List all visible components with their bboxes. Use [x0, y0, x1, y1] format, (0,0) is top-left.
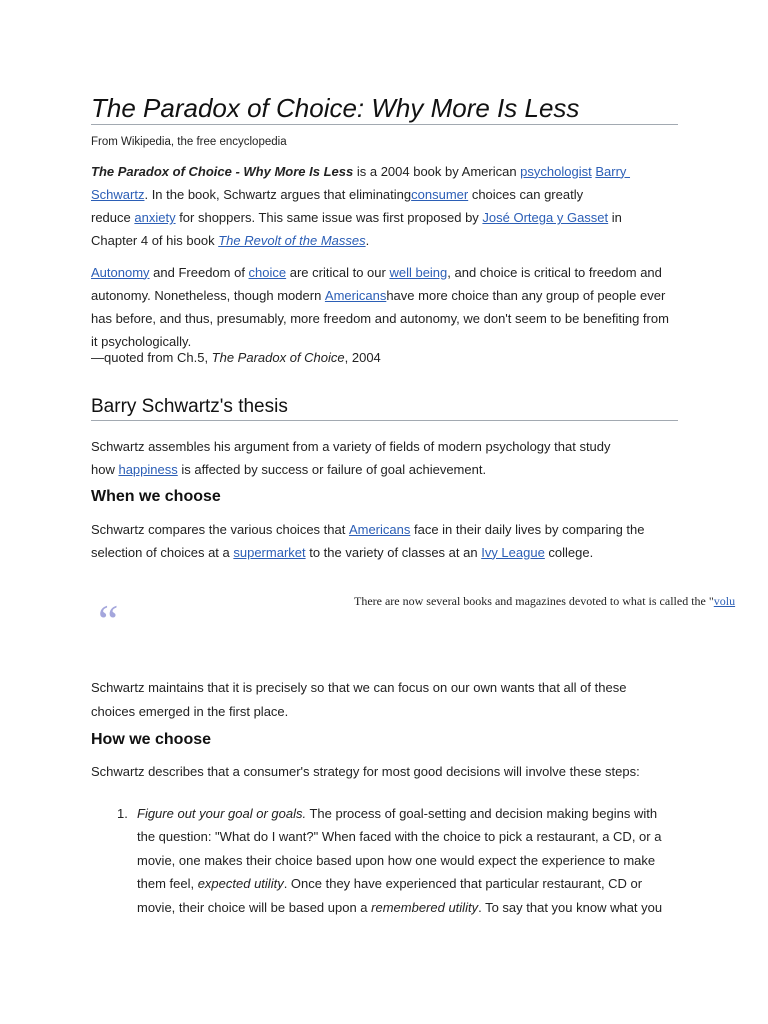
section-heading-thesis: Barry Schwartz's thesis — [91, 396, 288, 417]
when-text: college. — [544, 544, 594, 560]
after-line — [91, 700, 626, 724]
when-line — [91, 519, 645, 542]
quote-text: and Freedom of — [149, 264, 249, 280]
step-text: . Once they have experienced that particular restaurant, CD or — [283, 876, 643, 891]
intro-text: . — [365, 233, 370, 249]
intro-text: choices can greatly — [468, 186, 584, 202]
step-title: Figure out your goal or goals. — [137, 805, 307, 821]
quote-text: autonomy. Nonetheless, though modern — [91, 287, 325, 303]
step-text: movie, one makes their choice based upon how one would expect the experience to make — [137, 852, 656, 868]
quote-line — [91, 307, 669, 330]
after-text: Schwartz maintains that it is precisely so that we can focus on our own wants that all of these — [91, 680, 627, 695]
blockquote-text — [354, 593, 768, 609]
link-voluntary[interactable]: volu — [713, 594, 736, 608]
attribution-text: , 2004 — [344, 350, 381, 365]
how-we-choose-paragraph — [91, 760, 640, 784]
when-line — [91, 542, 645, 565]
how-line — [91, 760, 640, 784]
when-text: face in their daily lives by comparing the — [410, 522, 645, 537]
after-quote-paragraph — [91, 676, 626, 724]
link-revolt-of-the-masses[interactable]: The Revolt of the Masses — [218, 233, 366, 249]
link-ivy-league[interactable]: Ivy League — [481, 544, 545, 560]
step-text: . To say that you know what you — [478, 899, 663, 915]
intro-text: for shoppers. This same issue was first proposed by — [175, 210, 483, 226]
step-line — [137, 872, 662, 896]
link-well-being[interactable]: well being — [389, 264, 448, 280]
blockquote-line — [354, 593, 768, 609]
thesis-text: is affected by success or failure of goal achievement. — [177, 461, 487, 477]
quote-text: are critical to our — [286, 264, 390, 280]
when-we-choose-paragraph — [91, 519, 645, 564]
subsection-heading-when-we-choose: When we choose — [91, 488, 221, 505]
site-tagline: From Wikipedia, the free encyclopedia — [91, 136, 287, 148]
quote-line — [91, 284, 669, 307]
page-title: The Paradox of Choice: Why More Is Less — [91, 93, 580, 123]
link-happiness[interactable]: happiness — [118, 461, 178, 477]
title-divider — [91, 124, 678, 125]
open-quote-icon: “ — [98, 595, 119, 646]
link-consumer[interactable]: consumer — [411, 186, 469, 202]
section-divider — [91, 420, 678, 421]
attribution-book-title: The Paradox of Choice — [211, 350, 345, 365]
intro-text: in — [608, 210, 622, 226]
how-text: Schwartz describes that a consumer's strategy for most good decisions will involve these steps: — [91, 764, 640, 779]
intro-text: . In the book, Schwartz argues that eliminating — [144, 186, 412, 202]
intro-line — [91, 183, 630, 206]
intro-line — [91, 206, 630, 229]
book-title-bold: The Paradox of Choice - Why More Is Less — [91, 163, 354, 179]
after-text: choices emerged in the first place. — [91, 704, 289, 719]
intro-paragraph — [91, 160, 630, 253]
step-line — [137, 825, 662, 849]
thesis-line — [91, 435, 611, 458]
attribution-text: —quoted from Ch.5, — [91, 350, 212, 365]
list-item-number: 1. — [117, 805, 128, 821]
when-text: to the variety of classes at an — [305, 544, 482, 560]
step-text: The process of goal-setting and decision making begins with — [306, 805, 658, 821]
thesis-text: Schwartz assembles his argument from a variety of fields of modern psychology that study — [91, 438, 611, 454]
link-americans[interactable]: Americans — [324, 287, 387, 303]
step-text: them feel, — [137, 876, 198, 891]
quote-attribution — [91, 350, 381, 366]
link-barry-schwartz[interactable]: Schwartz — [91, 186, 145, 202]
link-choice[interactable]: choice — [248, 264, 287, 280]
thesis-paragraph — [91, 435, 611, 481]
step-text: movie, their choice will be based upon a — [137, 899, 372, 915]
step-term-expected-utility: expected utility — [197, 876, 284, 891]
link-psychologist[interactable]: psychologist — [520, 163, 592, 179]
step-term-remembered-utility: remembered utility — [371, 899, 479, 915]
intro-text: reduce — [91, 210, 135, 226]
when-text: Schwartz compares the various choices that — [91, 522, 349, 537]
intro-line — [91, 160, 630, 183]
thesis-text: how — [91, 461, 119, 477]
subsection-heading-how-we-choose: How we choose — [91, 731, 212, 748]
link-americans[interactable]: Americans — [348, 522, 411, 537]
link-supermarket[interactable]: supermarket — [233, 544, 306, 560]
quote-text: have more choice than any group of people ever — [386, 287, 666, 303]
step-line — [137, 896, 662, 920]
step-text: the question: "What do I want?" When faced with the choice to pick a restaurant, a CD, or a — [137, 829, 662, 844]
step-line — [137, 849, 662, 873]
quote-text: , and choice is critical to freedom and — [447, 264, 662, 280]
autonomy-quote-paragraph — [91, 261, 669, 354]
link-jose-ortega-y-gasset[interactable]: José Ortega y Gasset — [482, 210, 609, 226]
quote-text: has before, and thus, presumably, more freedom and autonomy, we don't seem to be benefiting from — [91, 311, 669, 327]
quote-text: it psychologically. — [91, 334, 192, 350]
link-anxiety[interactable]: anxiety — [134, 210, 176, 226]
intro-text: is a 2004 book by American — [353, 163, 521, 179]
blockquote-body: There are now several books and magazines devoted to what is called the " — [354, 594, 714, 608]
intro-text: Chapter 4 of his book — [91, 233, 219, 249]
link-barry-schwartz[interactable]: Barry — [595, 163, 631, 179]
when-text: selection of choices at a — [91, 544, 234, 560]
step-line — [137, 802, 662, 826]
thesis-line — [91, 458, 611, 481]
link-autonomy[interactable]: Autonomy — [91, 264, 150, 280]
intro-line — [91, 229, 630, 252]
attribution-line — [91, 350, 381, 366]
after-line — [91, 676, 626, 700]
quote-line — [91, 261, 669, 284]
list-item — [137, 802, 662, 920]
